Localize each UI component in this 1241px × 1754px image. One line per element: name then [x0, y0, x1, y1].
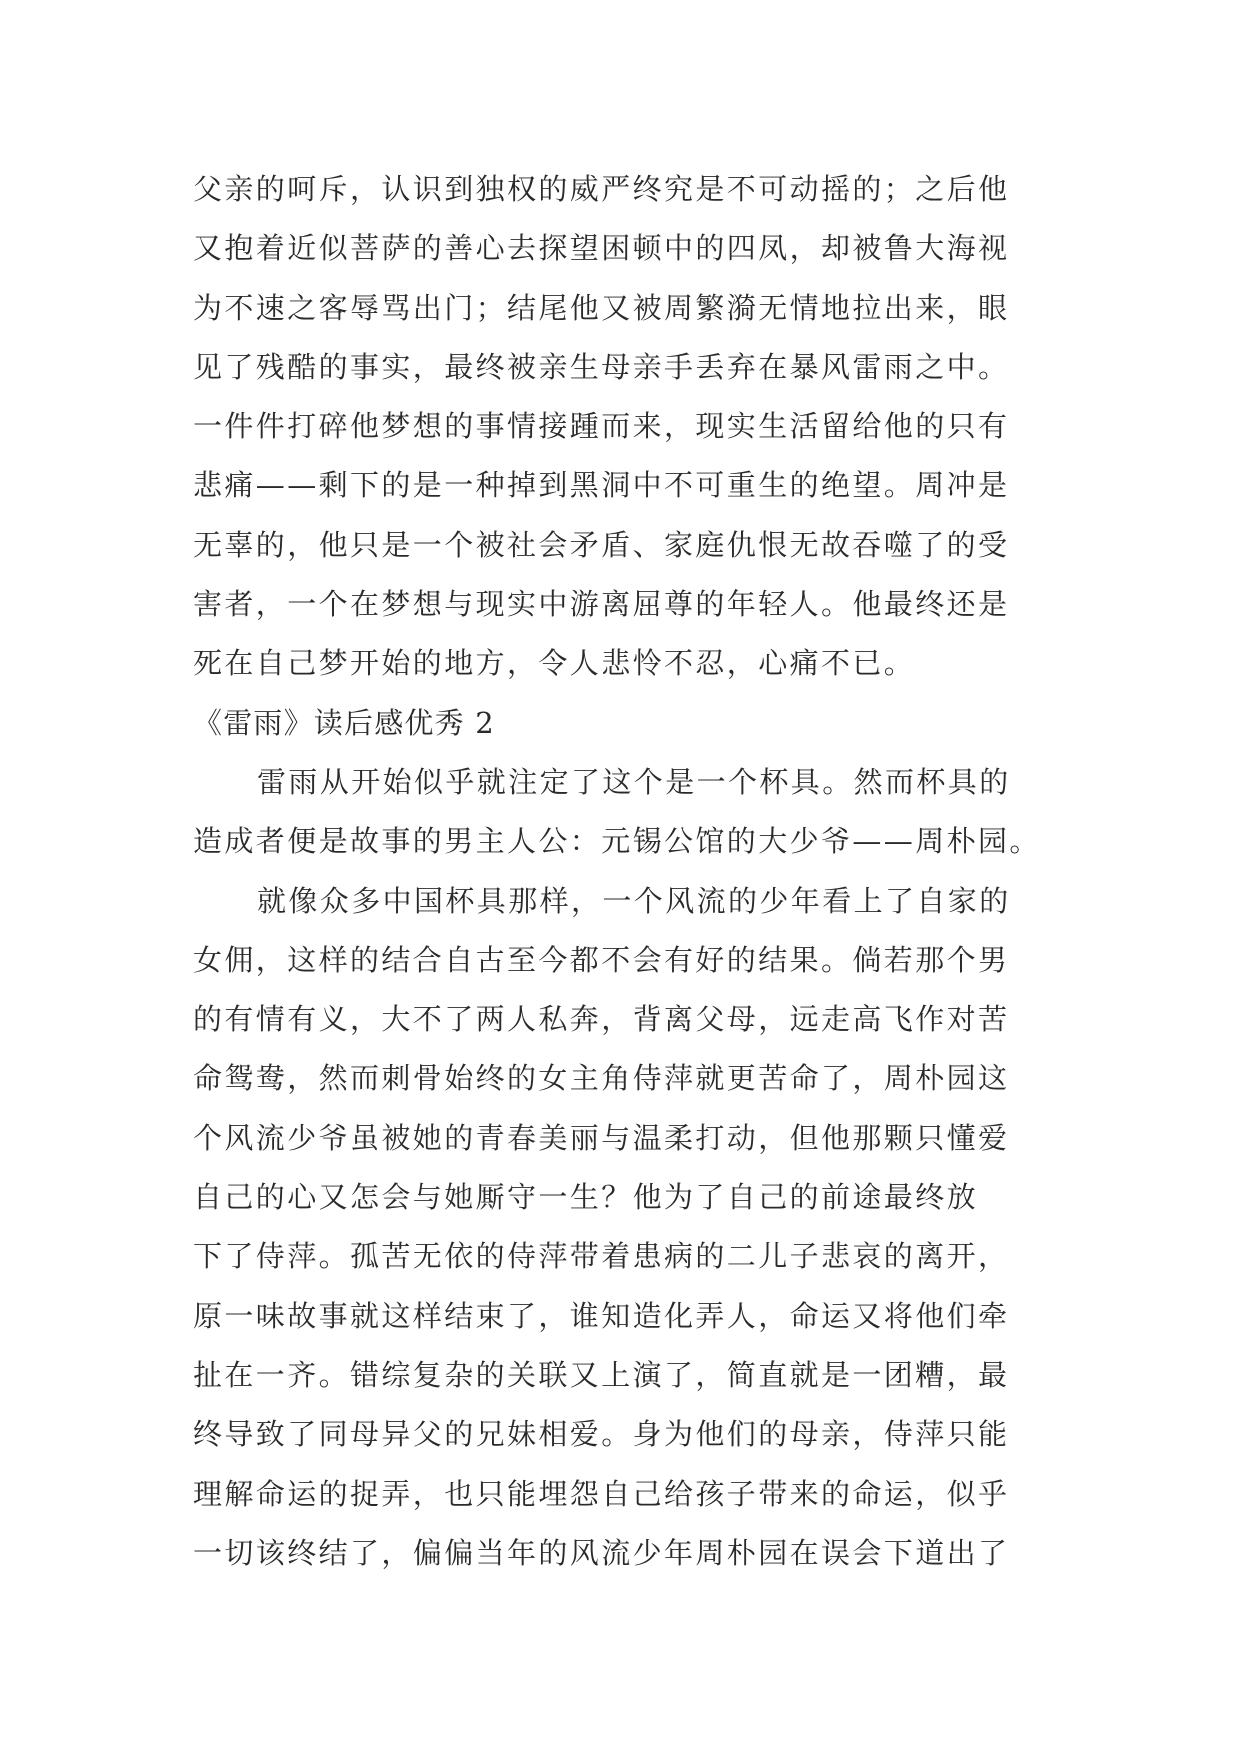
text-line: 扯在一齐。错综复杂的关联又上演了，简直就是一团糟，最 — [193, 1357, 1010, 1392]
paragraph-2 — [193, 753, 1073, 872]
text-line: 命鸳鸯，然而刺骨始终的女主角侍萍就更苦命了，周朴园这 — [193, 1061, 1010, 1096]
text-line: 自己的心又怎会与她厮守一生？他为了自己的前途最终放 — [193, 1180, 979, 1215]
paragraph-1 — [193, 160, 1073, 694]
text-line: 见了残酷的事实，最终被亲生母亲手丢弃在暴风雷雨之中。 — [193, 349, 1010, 384]
text-line: 的有情有义，大不了两人私奔，背离父母，远走高飞作对苦 — [193, 1002, 1010, 1037]
text-line: 女佣，这样的结合自古至今都不会有好的结果。倘若那个男 — [193, 942, 1010, 977]
section-heading: 《雷雨》读后感优秀 2 — [193, 705, 495, 740]
text-line: 下了侍萍。孤苦无依的侍萍带着患病的二儿子悲哀的离开， — [193, 1239, 1010, 1274]
text-line: 雷雨从开始似乎就注定了这个是一个杯具。然而杯具的 — [257, 764, 1011, 799]
text-line: 又抱着近似菩萨的善心去探望困顿中的四凤，却被鲁大海视 — [193, 231, 1010, 266]
text-line: 无辜的，他只是一个被社会矛盾、家庭仇恨无故吞噬了的受 — [193, 527, 1010, 562]
text-line: 一件件打碎他梦想的事情接踵而来，现实生活留给他的只有 — [193, 409, 1010, 444]
document-body — [193, 160, 1073, 1583]
text-line: 一切该终结了，偏偏当年的风流少年周朴园在误会下道出了 — [193, 1535, 1010, 1570]
text-line: 悲痛——剩下的是一种掉到黑洞中不可重生的绝望。周冲是 — [193, 468, 1010, 503]
text-line: 就像众多中国杯具那样，一个风流的少年看上了自家的 — [257, 883, 1011, 918]
text-line: 原一味故事就这样结束了，谁知造化弄人，命运又将他们牵 — [193, 1298, 1010, 1333]
text-line: 害者，一个在梦想与现实中游离屈尊的年轻人。他最终还是 — [193, 587, 1010, 622]
text-line: 为不速之客辱骂出门；结尾他又被周繁漪无情地拉出来，眼 — [193, 290, 1010, 325]
paragraph-3 — [193, 872, 1073, 1584]
text-line: 死在自己梦开始的地方，令人悲怜不忍，心痛不已。 — [193, 646, 916, 681]
text-line: 终导致了同母异父的兄妹相爱。身为他们的母亲，侍萍只能 — [193, 1417, 1010, 1452]
text-line: 个风流少爷虽被她的青春美丽与温柔打动，但他那颗只懂爱 — [193, 1120, 1010, 1155]
text-line: 理解命运的捉弄，也只能埋怨自己给孩子带来的命运，似乎 — [193, 1476, 1010, 1511]
text-line: 父亲的呵斥，认识到独权的威严终究是不可动摇的；之后他 — [193, 172, 1010, 206]
text-line: 造成者便是故事的男主人公：元锡公馆的大少爷——周朴园。 — [193, 824, 1041, 859]
